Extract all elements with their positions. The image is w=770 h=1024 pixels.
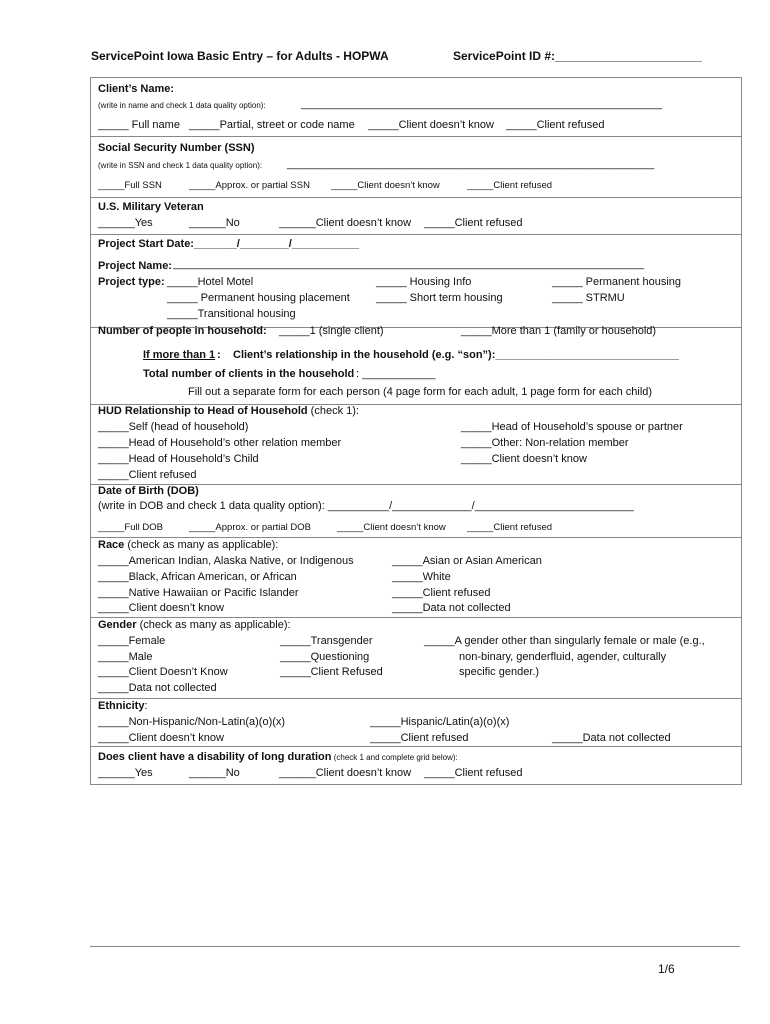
ssn-option-full[interactable]: _____Full SSN (98, 180, 162, 191)
gender-option-other-line2: non-binary, genderfluid, agender, culturally (459, 651, 667, 663)
ssn-option-refused[interactable]: _____Client refused (467, 180, 553, 191)
gender-section (91, 617, 741, 699)
veteran-option-dont-know[interactable]: ______Client doesn’t know (279, 217, 412, 229)
relationship-field[interactable]: Client’s relationship in the household (e.g. “son”):______________________________ (233, 349, 679, 361)
hud-option-non-relation[interactable]: _____Other: Non-relation member (461, 437, 629, 449)
project-start-date[interactable]: Project Start Date:_______/________/___________ (98, 238, 360, 250)
ethnicity-heading (98, 700, 148, 712)
total-clients-input[interactable]: : ____________ (356, 368, 436, 380)
race-option-black[interactable]: _____Black, African American, or African (98, 571, 297, 583)
form-title: ServicePoint Iowa Basic Entry – for Adults - HOPWA (91, 49, 389, 63)
client-name-section (91, 78, 741, 137)
disability-heading (98, 751, 458, 763)
ethnicity-option-non-hispanic[interactable]: _____Non-Hispanic/Non-Latin(a)(o)(x) (98, 716, 286, 728)
ssn-heading: Social Security Number (SSN) (98, 142, 255, 154)
race-heading-text: Race (98, 539, 125, 551)
hud-option-dont-know[interactable]: _____Client doesn’t know (461, 453, 587, 465)
total-clients-label: Total number of clients in the household (143, 368, 355, 380)
dob-option-refused[interactable]: _____Client refused (467, 522, 553, 533)
disability-check-note: (check 1 and complete grid below): (331, 753, 458, 762)
ssn-instruction: (write in SSN and check 1 data quality option): (98, 161, 263, 170)
ethnicity-heading-text: Ethnicity (98, 700, 145, 712)
hud-heading-text: HUD Relationship to Head of Household (98, 405, 308, 417)
hud-heading (98, 405, 359, 417)
race-section (91, 537, 741, 618)
gender-option-questioning[interactable]: _____Questioning (280, 651, 370, 663)
project-type-label: Project type: (98, 276, 165, 288)
client-name-instruction: (write in name and check 1 data quality option): (98, 101, 266, 110)
gender-check-note: (check as many as applicable): (136, 619, 291, 631)
veteran-option-yes[interactable]: ______Yes (98, 217, 153, 229)
dob-input[interactable]: (write in DOB and check 1 data quality option): __________/_____________/__________________________ (98, 500, 634, 512)
hud-option-other-relation[interactable]: _____Head of Household’s other relation member (98, 437, 342, 449)
race-option-white[interactable]: _____White (392, 571, 451, 583)
name-option-refused[interactable]: _____Client refused (506, 119, 605, 131)
gender-heading (98, 619, 291, 631)
page-number: 1/6 (658, 962, 675, 976)
if-more-colon: : (217, 349, 221, 361)
ssn-section (91, 136, 741, 198)
ssn-option-dont-know[interactable]: _____Client doesn’t know (331, 180, 440, 191)
ethnicity-option-refused[interactable]: _____Client refused (370, 732, 469, 744)
household-option-single[interactable]: _____1 (single client) (279, 325, 384, 337)
servicepoint-id-field[interactable]: ServicePoint ID #:______________________ (453, 49, 702, 63)
disability-section (91, 746, 741, 784)
project-name-label: Project Name: (98, 260, 172, 272)
gender-option-transgender[interactable]: _____Transgender (280, 635, 373, 647)
dob-section (91, 484, 741, 538)
if-more-than-one-label: If more than 1 (143, 349, 216, 361)
name-option-full[interactable]: _____ Full name (98, 119, 180, 131)
hud-option-refused[interactable]: _____Client refused (98, 469, 197, 481)
gender-option-not-collected[interactable]: _____Data not collected (98, 682, 217, 694)
ethnicity-section (91, 698, 741, 747)
veteran-option-refused[interactable]: _____Client refused (424, 217, 523, 229)
disability-option-yes[interactable]: ______Yes (98, 767, 153, 779)
race-heading (98, 539, 278, 551)
disability-option-refused[interactable]: _____Client refused (424, 767, 523, 779)
ssn-input[interactable]: ____________________________________________________________ (287, 158, 655, 170)
gender-option-other-line3: specific gender.) (459, 666, 540, 678)
project-type-transitional[interactable]: _____Transitional housing (167, 308, 296, 320)
project-type-short-term[interactable]: _____ Short term housing (376, 292, 503, 304)
veteran-option-no[interactable]: ______No (189, 217, 240, 229)
disability-option-no[interactable]: ______No (189, 767, 240, 779)
ssn-option-partial[interactable]: _____Approx. or partial SSN (189, 180, 310, 191)
gender-option-dont-know[interactable]: _____Client Doesn’t Know (98, 666, 228, 678)
project-section (91, 234, 741, 328)
dob-option-dont-know[interactable]: _____Client doesn’t know (337, 522, 446, 533)
race-option-refused[interactable]: _____Client refused (392, 587, 491, 599)
gender-option-male[interactable]: _____Male (98, 651, 153, 663)
hud-option-self[interactable]: _____Self (head of household) (98, 421, 249, 433)
hud-option-child[interactable]: _____Head of Household’s Child (98, 453, 259, 465)
race-option-pacific-islander[interactable]: _____Native Hawaiian or Pacific Islander (98, 587, 299, 599)
dob-option-full[interactable]: _____Full DOB (98, 522, 163, 533)
separate-form-note: Fill out a separate form for each person (4 page form for each adult, 1 page form for each child) (188, 386, 653, 398)
dob-option-partial[interactable]: _____Approx. or partial DOB (189, 522, 311, 533)
gender-option-female[interactable]: _____Female (98, 635, 166, 647)
gender-option-other[interactable]: _____A gender other than singularly female or male (e.g., (424, 635, 705, 647)
ethnicity-option-not-collected[interactable]: _____Data not collected (552, 732, 671, 744)
veteran-heading: U.S. Military Veteran (98, 201, 204, 213)
ethnicity-colon: : (144, 700, 148, 712)
name-option-dont-know[interactable]: _____Client doesn’t know (368, 119, 494, 131)
project-type-strmu[interactable]: _____ STRMU (552, 292, 625, 304)
gender-option-refused[interactable]: _____Client Refused (280, 666, 383, 678)
household-count-label: Number of people in household: (98, 325, 267, 337)
household-section (91, 327, 741, 405)
ethnicity-option-hispanic[interactable]: _____Hispanic/Latin(a)(o)(x) (370, 716, 510, 728)
race-check-note: (check as many as applicable): (124, 539, 279, 551)
project-name-input[interactable]: _____________________________________________________________________________ (173, 258, 645, 270)
footer-rule (90, 946, 740, 947)
veteran-section (91, 197, 741, 235)
intake-form (90, 77, 742, 785)
project-type-hotel[interactable]: _____Hotel Motel (167, 276, 254, 288)
client-name-input[interactable]: ___________________________________________________________ (301, 98, 662, 110)
race-option-american-indian[interactable]: _____American Indian, Alaska Native, or Indigenous (98, 555, 354, 567)
project-type-permanent[interactable]: _____ Permanent housing (552, 276, 682, 288)
project-type-permanent-placement[interactable]: _____ Permanent housing placement (167, 292, 350, 304)
race-option-not-collected[interactable]: _____Data not collected (392, 602, 511, 614)
project-type-housing-info[interactable]: _____ Housing Info (376, 276, 472, 288)
gender-heading-text: Gender (98, 619, 137, 631)
ethnicity-option-dont-know[interactable]: _____Client doesn’t know (98, 732, 224, 744)
race-option-asian[interactable]: _____Asian or Asian American (392, 555, 542, 567)
client-name-heading: Client’s Name: (98, 83, 175, 95)
hud-relationship-section (91, 404, 741, 485)
dob-heading: Date of Birth (DOB) (98, 485, 199, 497)
hud-check-note: (check 1): (307, 405, 359, 417)
hud-option-spouse[interactable]: _____Head of Household’s spouse or partner (461, 421, 683, 433)
household-option-more[interactable]: _____More than 1 (family or household) (461, 325, 657, 337)
race-option-dont-know[interactable]: _____Client doesn’t know (98, 602, 224, 614)
disability-option-dont-know[interactable]: ______Client doesn’t know (279, 767, 412, 779)
name-option-partial[interactable]: _____Partial, street or code name (189, 119, 355, 131)
disability-heading-text: Does client have a disability of long duration (98, 751, 332, 763)
